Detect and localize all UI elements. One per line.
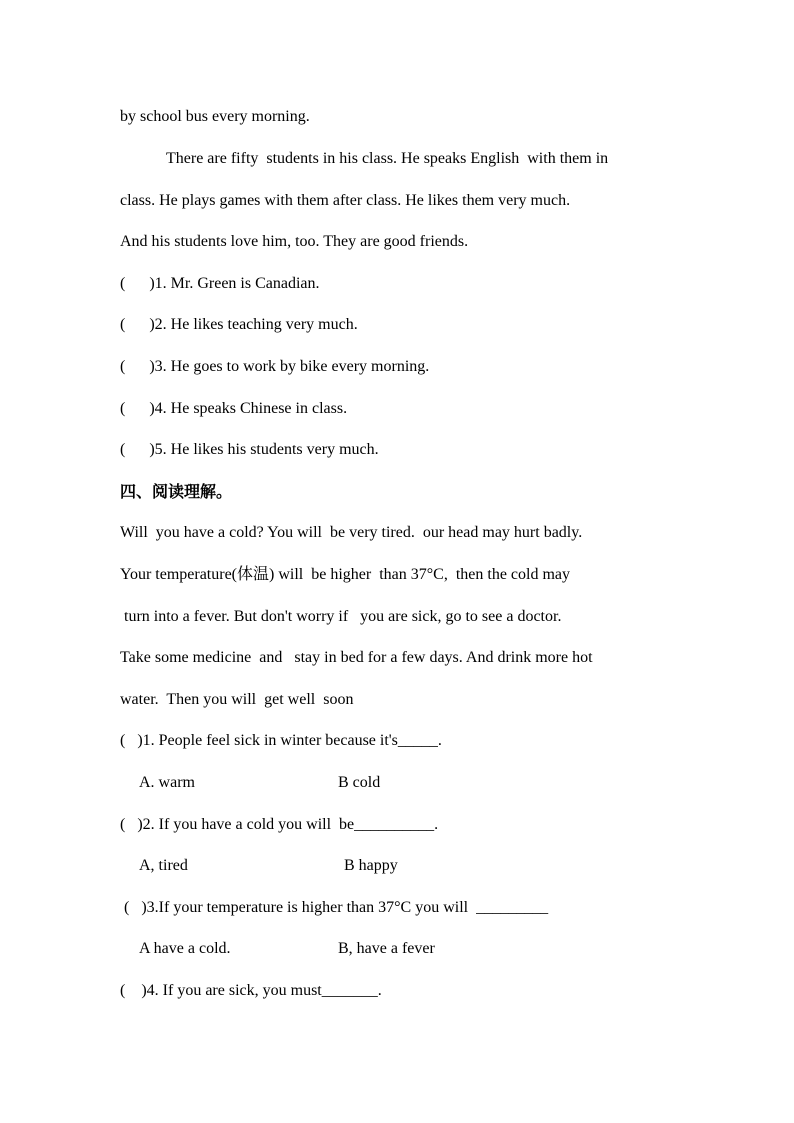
passage1-line: class. He plays games with them after class. He likes them very much. [120, 192, 571, 209]
section-heading: 四、阅读理解。 [120, 482, 233, 501]
question-stem: ( )2. If you have a cold you will be__________. [120, 816, 439, 833]
judge-question: ( )4. He speaks Chinese in class. [120, 400, 348, 417]
question-stem: ( )4. If you are sick, you must_______. [120, 982, 382, 999]
question-stem: ( )1. People feel sick in winter because it's_____. [120, 732, 442, 749]
passage2-line: Will you have a cold? You will be very tired. our head may hurt badly. [120, 524, 583, 541]
passage1-line: And his students love him, too. They are good friends. [120, 233, 469, 250]
option-b: B cold [338, 774, 381, 791]
passage2-line: Your temperature(体温) will be higher than 37°C, then the cold may [120, 566, 571, 583]
judge-question: ( )1. Mr. Green is Canadian. [120, 275, 320, 292]
judge-question: ( )5. He likes his students very much. [120, 441, 379, 458]
passage1-line: by school bus every morning. [120, 108, 310, 125]
option-a: A. warm [139, 774, 195, 791]
option-a: A have a cold. [139, 940, 231, 957]
judge-question: ( )2. He likes teaching very much. [120, 316, 358, 333]
option-a: A, tired [139, 857, 188, 874]
option-b: B, have a fever [338, 940, 435, 957]
passage2-line: Take some medicine and stay in bed for a few days. And drink more hot [120, 649, 593, 666]
passage2-line: turn into a fever. But don't worry if you are sick, go to see a doctor. [120, 608, 562, 625]
passage1-line: There are fifty students in his class. He speaks English with them in [166, 150, 609, 167]
passage2-line: water. Then you will get well soon [120, 691, 354, 708]
question-stem: ( )3.If your temperature is higher than 37°C you will _________ [120, 899, 549, 916]
option-b: B happy [344, 857, 398, 874]
judge-question: ( )3. He goes to work by bike every morning. [120, 358, 430, 375]
